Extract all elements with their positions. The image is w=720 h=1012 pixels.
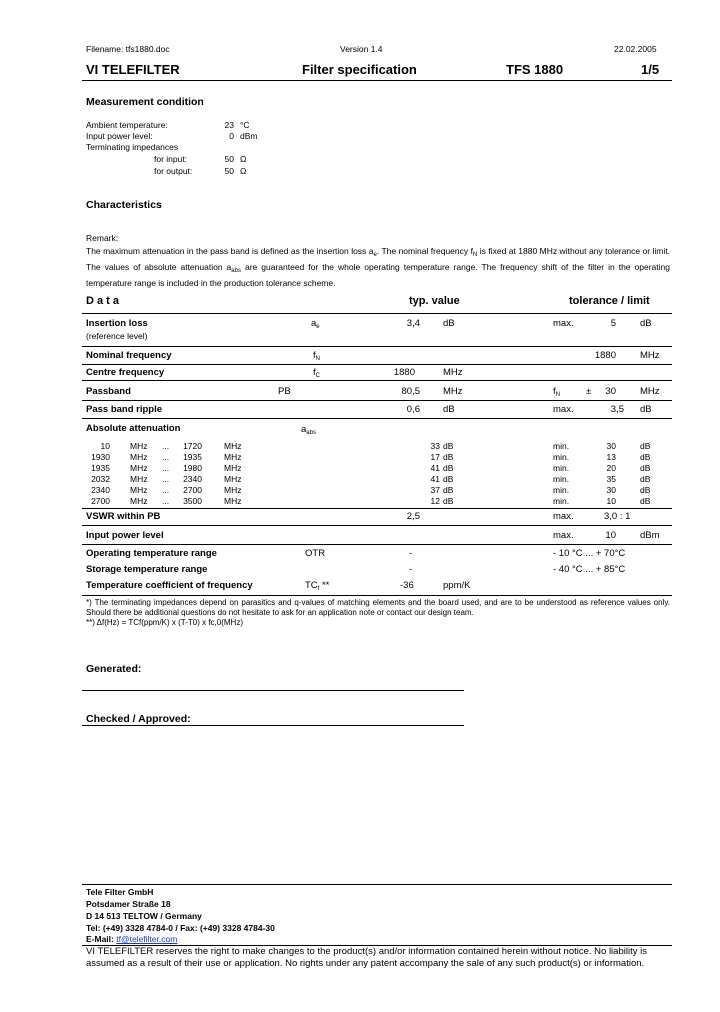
input-power-limit-unit: dBm <box>640 530 660 541</box>
band-lim-value: 30 <box>606 441 616 451</box>
temp-coefficient-value: -36 <box>400 580 414 591</box>
footnote-frequency-shift: **) Δf(Hz) = TCf(ppm/K) x (T-T0) x fc,0(MHz) <box>86 618 243 627</box>
characteristics-heading: Characteristics <box>86 199 162 211</box>
band-dots: ... <box>162 452 170 462</box>
centre-frequency-unit: MHz <box>443 367 463 378</box>
band-value: 12 <box>430 496 440 506</box>
row-divider <box>82 380 672 381</box>
document-title: Filter specification <box>302 62 417 77</box>
temp-coefficient-unit: ppm/K <box>443 580 471 591</box>
band-value: 33 <box>430 441 440 451</box>
measurement-heading: Measurement condition <box>86 96 204 108</box>
generated-label: Generated: <box>86 663 142 675</box>
checked-line <box>82 725 464 726</box>
remark-text: The maximum attenuation in the pass band is defined as the insertion loss $a_e$. The nominal frequency $f_N$ is fixed at 1880 MHz without any tolerance or limit. The values of absolute attenuation $a_{abs}$ are guaranteed for the whole operating temperature range. The frequency shift of the filter in the operating temperature range is included in the production tolerance scheme. <box>86 246 670 288</box>
passband-limit-value: 30 <box>605 386 616 397</box>
band-dots: ... <box>162 496 170 506</box>
band-lim-unit: dB <box>640 463 651 473</box>
band-u2: MHz <box>224 496 242 506</box>
band-f2: 1935 <box>183 452 202 462</box>
email-link[interactable]: tf@telefilter.com <box>116 934 178 944</box>
remark-label: Remark: <box>86 233 119 243</box>
vswr-label: VSWR within PB <box>86 511 161 522</box>
temp-coefficient-symbol: $TC_f$ ** <box>305 580 330 592</box>
footer-street: Potsdamer Straße 18 <box>86 899 171 909</box>
storage-temp-label: Storage temperature range <box>86 564 208 575</box>
company-name: VI TELEFILTER <box>86 62 180 77</box>
generated-line <box>82 690 464 691</box>
passband-limit-sign: ± <box>586 386 592 397</box>
band-lim-unit: dB <box>640 474 651 484</box>
footer-tel-fax: Tel: (+49) 3328 4784-0 / Fax: (+49) 3328 4784-30 <box>86 923 275 933</box>
table-divider <box>82 313 672 314</box>
ambient-label: Ambient temperature: <box>86 120 168 130</box>
band-f1: 2700 <box>91 496 110 506</box>
operating-temp-limit: - 10 °C ... + 70°C <box>553 548 626 559</box>
band-lim-value: 35 <box>606 474 616 484</box>
for-input-unit: Ω <box>240 154 247 164</box>
nominal-frequency-unit: MHz <box>640 350 660 361</box>
part-number: TFS 1880 <box>506 62 564 77</box>
input-power-limit-type: max. <box>553 530 574 541</box>
band-dots: ... <box>162 441 170 451</box>
band-f2: 1720 <box>183 441 202 451</box>
footer-divider <box>82 884 672 885</box>
band-lim-value: 10 <box>606 496 616 506</box>
version-label: Version 1.4 <box>340 44 383 54</box>
band-unit: dB <box>443 496 454 506</box>
row-divider <box>82 508 672 509</box>
nominal-frequency-symbol: $f_N$ <box>313 350 320 362</box>
footnote-impedance: *) The terminating impedances depend on parasitics and q-values of matching elements and the board used, and are to be understood as reference values only. Should there be additional questions do not hesitate to ask for an application note or contact our design team. <box>86 598 670 617</box>
ripple-limit-unit: dB <box>640 404 652 415</box>
page-number: 1/5 <box>641 62 660 77</box>
insertion-loss-limit-type: max. <box>553 318 574 329</box>
insertion-loss-limit-value: 5 <box>610 318 616 329</box>
checked-approved-label: Checked / Approved: <box>86 713 191 725</box>
band-lim-unit: dB <box>640 496 651 506</box>
terminating-label: Terminating impedances <box>86 142 179 152</box>
insertion-loss-limit-unit: dB <box>640 318 652 329</box>
band-f1: 2032 <box>91 474 110 484</box>
band-value: 37 <box>430 485 440 495</box>
passband-symbol: PB <box>278 386 291 397</box>
vswr-limit-value: 3,0 : 1 <box>604 511 631 522</box>
band-lim-type: min. <box>553 485 570 495</box>
footer-city: D 14 513 TELTOW / Germany <box>86 911 202 921</box>
band-value: 41 <box>430 463 440 473</box>
date-label: 22.02.2005 <box>614 44 657 54</box>
passband-limit-unit: MHz <box>640 386 660 397</box>
vswr-value: 2,5 <box>406 511 420 522</box>
band-f2: 1980 <box>183 463 202 473</box>
operating-temp-label: Operating temperature range <box>86 548 217 559</box>
band-f1: 2340 <box>91 485 110 495</box>
ambient-value: 23 <box>224 120 234 130</box>
nominal-frequency-value: 1880 <box>594 350 616 361</box>
footer-email-row <box>86 934 177 944</box>
insertion-loss-unit: dB <box>443 318 455 329</box>
row-divider <box>82 544 672 545</box>
band-f1: 1935 <box>91 463 110 473</box>
centre-frequency-value: 1880 <box>393 367 415 378</box>
band-unit: dB <box>443 441 454 451</box>
band-f2: 2340 <box>183 474 202 484</box>
ripple-unit: dB <box>443 404 455 415</box>
band-dots: ... <box>162 485 170 495</box>
vswr-limit-type: max. <box>553 511 574 522</box>
passband-limit-ref: $f_N$ <box>553 386 560 398</box>
for-output-label: for output: <box>154 166 193 176</box>
input-power-row-label: Input power level <box>86 530 164 541</box>
band-u1: MHz <box>130 463 148 473</box>
input-power-unit: dBm <box>240 131 258 141</box>
band-f2: 2700 <box>183 485 202 495</box>
band-value: 17 <box>430 452 440 462</box>
band-lim-unit: dB <box>640 441 651 451</box>
row-divider <box>82 418 672 419</box>
band-unit: dB <box>443 463 454 473</box>
typ-value-column-header: typ. value <box>409 295 460 307</box>
ripple-limit-type: max. <box>553 404 574 415</box>
operating-temp-symbol: OTR <box>305 548 326 559</box>
band-value: 41 <box>430 474 440 484</box>
insertion-loss-sublabel: (reference level) <box>86 331 148 341</box>
insertion-loss-value: 3,4 <box>406 318 420 329</box>
band-unit: dB <box>443 452 454 462</box>
band-lim-type: min. <box>553 452 570 462</box>
passband-unit: MHz <box>443 386 463 397</box>
ripple-label: Pass band ripple <box>86 404 163 415</box>
band-unit: dB <box>443 485 454 495</box>
band-u2: MHz <box>224 452 242 462</box>
band-u1: MHz <box>130 496 148 506</box>
band-u1: MHz <box>130 474 148 484</box>
band-lim-value: 13 <box>606 452 616 462</box>
ripple-limit-value: 3,5 <box>610 404 624 415</box>
operating-temp-value: - <box>409 548 413 559</box>
band-u1: MHz <box>130 441 148 451</box>
insertion-loss-symbol: $a_e$ <box>311 318 320 330</box>
passband-label: Passband <box>86 386 131 397</box>
band-lim-type: min. <box>553 474 570 484</box>
row-divider <box>82 400 672 401</box>
band-dots: ... <box>162 463 170 473</box>
absolute-attenuation-label: Absolute attenuation <box>86 423 181 434</box>
band-f1: 10 <box>100 441 110 451</box>
absolute-attenuation-symbol: $a_{abs}$ <box>301 424 316 436</box>
for-input-value: 50 <box>224 154 234 164</box>
data-column-header: D a t a <box>86 295 120 307</box>
band-lim-value: 20 <box>606 463 616 473</box>
for-output-unit: Ω <box>240 166 247 176</box>
temp-coefficient-label: Temperature coefficient of frequency <box>86 580 253 591</box>
header-divider <box>82 80 672 81</box>
band-dots: ... <box>162 474 170 484</box>
footer-disclaimer: VI TELEFILTER reserves the right to make changes to the product(s) and/or information contained herein without notice. No liability is assumed as a result of their use or application. No rights under any patent accompany the sale of any such product(s) or information. <box>86 946 647 969</box>
row-divider <box>82 364 672 365</box>
input-power-value: 0 <box>229 131 234 141</box>
ambient-unit: °C <box>240 120 250 130</box>
band-u1: MHz <box>130 452 148 462</box>
ripple-value: 0,6 <box>406 404 420 415</box>
storage-temp-limit: - 40 °C ... + 85°C <box>553 564 626 575</box>
nominal-frequency-label: Nominal frequency <box>86 350 172 361</box>
input-power-limit-value: 10 <box>605 530 616 541</box>
storage-temp-value: - <box>409 564 413 575</box>
passband-value: 80,5 <box>401 386 420 397</box>
row-divider <box>82 595 672 596</box>
centre-frequency-label: Centre frequency <box>86 367 165 378</box>
band-lim-type: min. <box>553 441 570 451</box>
tolerance-column-header: tolerance / limit <box>569 295 650 307</box>
for-input-label: for input: <box>154 154 188 164</box>
row-divider <box>82 525 672 526</box>
band-u2: MHz <box>224 463 242 473</box>
band-u2: MHz <box>224 441 242 451</box>
footer-company: Tele Filter GmbH <box>86 887 154 897</box>
band-f2: 3500 <box>183 496 202 506</box>
band-f1: 1930 <box>91 452 110 462</box>
for-output-value: 50 <box>224 166 234 176</box>
band-u1: MHz <box>130 485 148 495</box>
band-lim-value: 30 <box>606 485 616 495</box>
insertion-loss-label: Insertion loss <box>86 318 148 329</box>
band-unit: dB <box>443 474 454 484</box>
input-power-label: Input power level: <box>86 131 153 141</box>
band-u2: MHz <box>224 474 242 484</box>
band-u2: MHz <box>224 485 242 495</box>
email-label: E-Mail: <box>86 934 114 944</box>
centre-frequency-symbol: $f_C$ <box>313 367 320 379</box>
band-lim-type: min. <box>553 463 570 473</box>
row-divider <box>82 346 672 347</box>
band-lim-type: min. <box>553 496 570 506</box>
band-lim-unit: dB <box>640 452 651 462</box>
filename-label: Filename: tfs1880.doc <box>86 44 170 54</box>
band-lim-unit: dB <box>640 485 651 495</box>
